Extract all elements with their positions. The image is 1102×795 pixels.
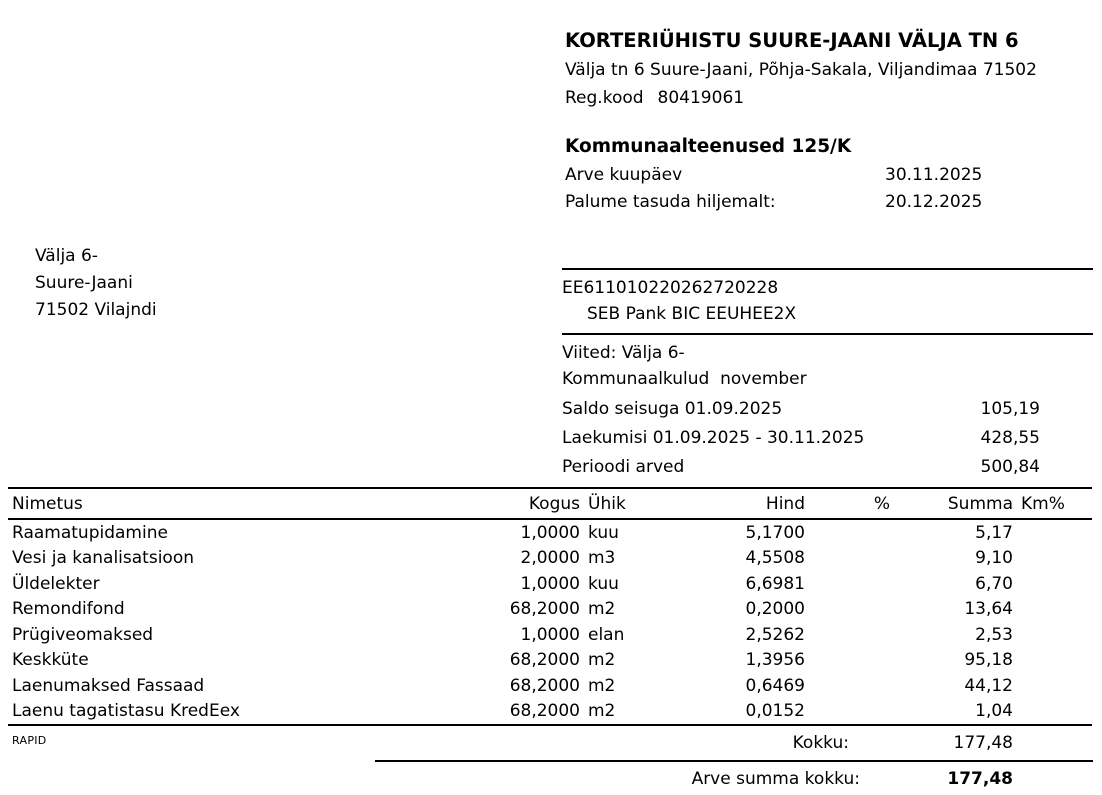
invoice-date-value: 30.11.2025	[885, 165, 983, 185]
bank-name-bic: SEB Pank BIC EEUHEE2X	[587, 304, 797, 324]
item-sum: 6,70	[975, 573, 1013, 594]
balance-row	[562, 424, 1040, 453]
item-price: 0,0152	[745, 701, 805, 722]
balance-row	[562, 453, 1040, 482]
table-row	[8, 597, 1092, 623]
software-watermark: RAPID	[12, 734, 47, 747]
balance-value: 500,84	[980, 457, 1040, 477]
item-unit: m2	[588, 650, 616, 671]
grand-total-label: Arve summa kokku:	[691, 769, 860, 789]
item-name: Vesi ja kanalisatsioon	[12, 548, 194, 569]
reg-code-label: Reg.kood	[565, 88, 644, 108]
item-qty: 2,0000	[520, 548, 580, 569]
item-sum: 9,10	[975, 548, 1013, 569]
item-qty: 68,2000	[509, 701, 580, 722]
grand-total-divider	[375, 760, 1093, 762]
recipient-line-2: Suure-Jaani	[35, 273, 133, 293]
table-row	[8, 699, 1092, 725]
item-unit: elan	[588, 624, 625, 645]
association-name: KORTERIÜHISTU SUURE-JAANI VÄLJA TN 6	[565, 29, 1019, 52]
due-date-value: 20.12.2025	[885, 192, 983, 212]
item-name: Prügiveomaksed	[12, 624, 154, 645]
grand-total-value: 177,48	[947, 769, 1013, 789]
item-price: 5,1700	[745, 522, 805, 543]
header-nimetus: Nimetus	[12, 493, 83, 514]
item-qty: 1,0000	[520, 624, 580, 645]
table-row	[8, 571, 1092, 597]
reg-code-value: 80419061	[657, 88, 745, 108]
item-unit: m2	[588, 675, 616, 696]
item-sum: 5,17	[975, 522, 1013, 543]
item-price: 4,5508	[745, 548, 805, 569]
header-km: Km%	[1021, 493, 1065, 514]
item-unit: kuu	[588, 522, 619, 543]
item-sum: 1,04	[975, 701, 1013, 722]
balance-value: 428,55	[980, 428, 1040, 448]
item-qty: 68,2000	[509, 675, 580, 696]
item-price: 2,5262	[745, 624, 805, 645]
item-qty: 68,2000	[509, 599, 580, 620]
item-price: 6,6981	[745, 573, 805, 594]
recipient-line-1: Välja 6-	[35, 246, 98, 266]
table-row	[8, 546, 1092, 572]
header-summa: Summa	[947, 493, 1013, 514]
item-name: Raamatupidamine	[12, 522, 168, 543]
table-row	[8, 673, 1092, 699]
line-items-table	[8, 487, 1092, 726]
reference-line: Viited: Välja 6-	[562, 343, 685, 363]
table-header-row	[8, 487, 1092, 520]
invoice-meta-block	[565, 132, 1095, 216]
item-sum: 95,18	[964, 650, 1013, 671]
item-sum: 2,53	[975, 624, 1013, 645]
item-name: Laenumaksed Fassaad	[12, 675, 205, 696]
balance-rows	[562, 395, 1040, 482]
invoice-date-row	[565, 162, 1095, 189]
item-name: Laenu tagatistasu KredEex	[12, 701, 240, 722]
invoice-title: Kommunaalteenused 125/K	[565, 136, 852, 157]
item-price: 0,6469	[745, 675, 805, 696]
table-row	[8, 520, 1092, 546]
sender-block	[565, 26, 1095, 112]
header-hind: Hind	[765, 493, 805, 514]
due-date-row	[565, 189, 1095, 216]
period-line: Kommunaalkulud november	[562, 369, 807, 389]
subtotal-label: Kokku:	[792, 733, 849, 753]
item-name: Üldelekter	[12, 573, 100, 594]
item-unit: m3	[588, 548, 616, 569]
header-uhik: Ühik	[588, 493, 626, 514]
invoice-date-label: Arve kuupäev	[565, 165, 683, 185]
item-price: 1,3956	[745, 650, 805, 671]
table-row	[8, 622, 1092, 648]
iban-value: EE611010220262720228	[562, 278, 779, 298]
table-body	[8, 520, 1092, 726]
reference-block	[562, 340, 1040, 482]
balance-label: Laekumisi 01.09.2025 - 30.11.2025	[562, 428, 865, 448]
registration-row	[565, 84, 1095, 112]
item-name: Remondifond	[12, 599, 125, 620]
item-unit: kuu	[588, 573, 619, 594]
balance-label: Saldo seisuga 01.09.2025	[562, 399, 783, 419]
header-kogus: Kogus	[528, 493, 580, 514]
recipient-line-3: 71502 Vilajndi	[35, 300, 157, 320]
due-date-label: Palume tasuda hiljemalt:	[565, 192, 776, 212]
bank-details-box	[562, 268, 1093, 335]
item-sum: 44,12	[964, 675, 1013, 696]
item-qty: 68,2000	[509, 650, 580, 671]
item-unit: m2	[588, 599, 616, 620]
item-name: Keskküte	[12, 650, 89, 671]
item-sum: 13,64	[964, 599, 1013, 620]
recipient-address-block	[35, 243, 157, 324]
balance-value: 105,19	[980, 399, 1040, 419]
item-qty: 1,0000	[520, 573, 580, 594]
item-unit: m2	[588, 701, 616, 722]
subtotal-value: 177,48	[953, 733, 1013, 753]
table-row	[8, 648, 1092, 674]
association-address: Välja tn 6 Suure-Jaani, Põhja-Sakala, Viljandimaa 71502	[565, 60, 1037, 80]
balance-row	[562, 395, 1040, 424]
item-qty: 1,0000	[520, 522, 580, 543]
header-percent: %	[873, 493, 890, 514]
item-price: 0,2000	[745, 599, 805, 620]
balance-label: Perioodi arved	[562, 457, 685, 477]
